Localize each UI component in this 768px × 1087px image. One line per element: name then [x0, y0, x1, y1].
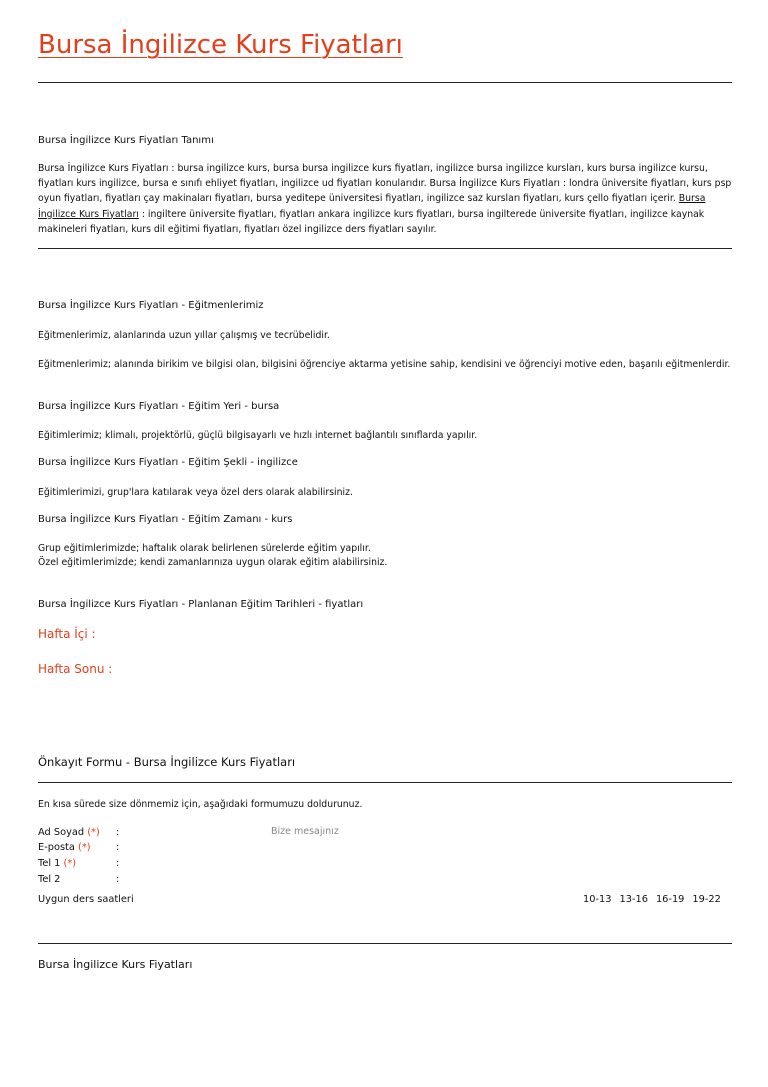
form-field-tel1 [38, 858, 76, 869]
paragraph-text: : ingiltere üniversite fiyatları, fiyatları ankara ingilizce kurs fiyatları, bursa ingilterede üniversite fiyatları, ingilizce kaynak makineleri fiyatları, kurs dil eğitimi fiyatları, fiyatları özel ingilizce ders fiyatları sayılır. [38, 208, 705, 235]
footer-title: Bursa İngilizce Kurs Fiyatları [38, 958, 193, 971]
divider [38, 248, 732, 249]
field-colon: : [116, 874, 120, 885]
slots-label: Uygun ders saatleri [38, 894, 134, 905]
form-intro: En kısa sürede size dönmemiz için, aşağıdaki formumuzu doldurunuz. [38, 799, 363, 810]
paragraph-egitmenler-2: Eğitmenlerimiz; alanında birikim ve bilgisi olan, bilgisini öğrenciye aktarma yetisine sahip, kendisini ve öğrenciyi motive eden, başarılı eğitmenlerdir. [38, 359, 731, 370]
field-colon: : [116, 827, 120, 838]
field-label: Tel 1 [38, 858, 61, 869]
paragraph-yer: Eğitimlerimiz; klimalı, projektörlü, güçlü bilgisayarlı ve hızlı internet bağlantılı sınıflarda yapılır. [38, 430, 478, 441]
required-marker: (*) [87, 827, 100, 838]
paragraph-zamani-2: Özel eğitimlerimizde; kendi zamanlarınıza uygun olarak eğitim alabilirsiniz. [38, 557, 388, 568]
weekend-heading: Hafta Sonu : [38, 662, 113, 676]
form-heading: Önkayıt Formu - Bursa İngilizce Kurs Fiyatları [38, 755, 296, 769]
paragraph-egitmenler-1: Eğitmenlerimiz, alanlarında uzun yıllar çalışmış ve tecrübelidir. [38, 330, 330, 341]
field-label: E-posta [38, 842, 75, 853]
field-label: Ad Soyad [38, 827, 85, 838]
time-slot-option[interactable]: 10-13 [583, 894, 612, 905]
paragraph-text: Bursa İngilizce Kurs Fiyatları : bursa ingilizce kurs, bursa bursa ingilizce kurs fiyatları, ingilizce bursa ingilizce kursları, kurs bursa ingilizce kursu, fiyatları kurs ingilizce, bursa e sınıfı ehliyet fiyatları, ingilizce ud fiyatları konularıdır. Bursa İngilizce Kurs Fiyatları : londra üniversite fiyatları, kurs psp oyun fiyatları, fiyatları çay makinaları fiyatları, bursa yeditepe üniversitesi fiyatları, ingilizce saz kursları fiyatları, kurs çello fiyatları içerir. [38, 163, 732, 205]
paragraph-sekli: Eğitimlerimizi, grup'lara katılarak veya özel ders olarak alabilirsiniz. [38, 487, 353, 498]
section-paragraph-tanim [38, 161, 732, 237]
field-colon: : [116, 858, 120, 869]
required-marker: (*) [78, 842, 91, 853]
field-label: Tel 2 [38, 874, 61, 885]
time-slot-option[interactable]: 19-22 [692, 894, 721, 905]
required-marker: (*) [63, 858, 77, 869]
section-heading-tanim: Bursa İngilizce Kurs Fiyatları Tanımı [38, 135, 214, 146]
section-heading-egitmenler: Bursa İngilizce Kurs Fiyatları - Eğitmenlerimiz [38, 300, 264, 311]
section-heading-zamani: Bursa İngilizce Kurs Fiyatları - Eğitim Zamanı - kurs [38, 514, 293, 525]
paragraph-zamani-1: Grup eğitimlerimizde; haftalık olarak belirlenen sürelerde eğitim yapılır. [38, 543, 371, 554]
section-heading-tarihler: Bursa İngilizce Kurs Fiyatları - Planlanan Eğitim Tarihleri - fiyatları [38, 599, 364, 610]
form-field-ad-soyad [38, 827, 100, 838]
time-slot-option[interactable]: 13-16 [619, 894, 648, 905]
divider [38, 782, 732, 783]
weekday-heading: Hafta İçi : [38, 627, 96, 641]
form-field-tel2 [38, 874, 60, 885]
section-heading-yer: Bursa İngilizce Kurs Fiyatları - Eğitim Yeri - bursa [38, 401, 280, 412]
message-input[interactable]: Bize mesajınız [271, 826, 339, 837]
time-slot-option[interactable]: 16-19 [655, 894, 685, 905]
inline-link[interactable]: Bursa İngilizce Kurs Fiyatları [38, 193, 706, 220]
page-title: Bursa İngilizce Kurs Fiyatları [38, 30, 403, 60]
divider [38, 82, 732, 83]
divider [38, 943, 732, 944]
field-colon: : [116, 842, 120, 853]
section-heading-sekli: Bursa İngilizce Kurs Fiyatları - Eğitim Şekli - ingilizce [38, 457, 298, 468]
time-slots [583, 894, 729, 905]
form-field-eposta [38, 842, 91, 853]
